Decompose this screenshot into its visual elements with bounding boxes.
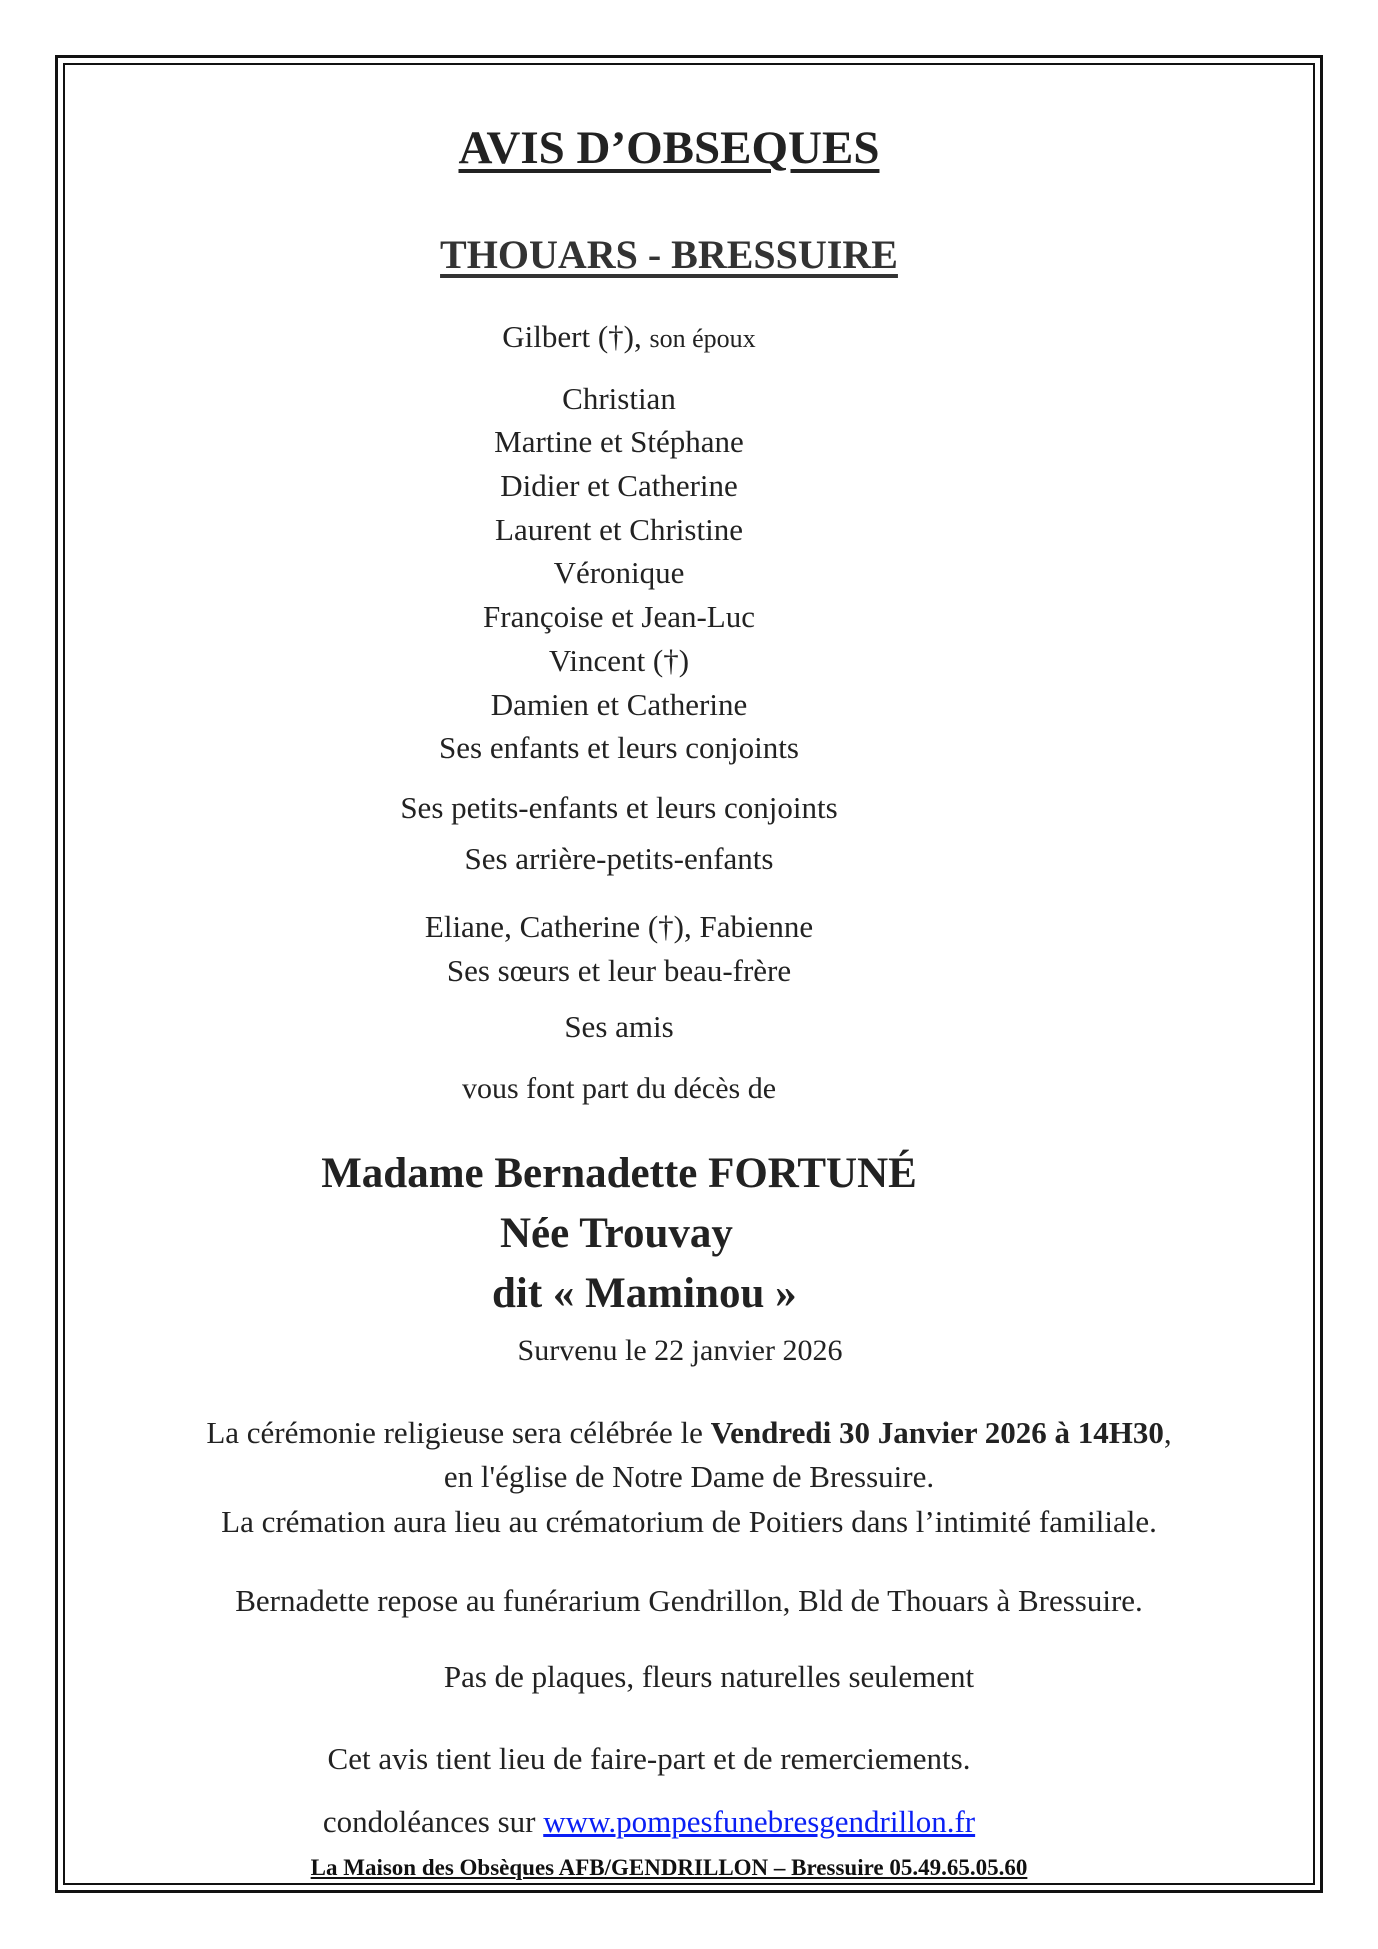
deceased-birth-name: Née Trouvay <box>500 1210 733 1257</box>
ceremony-datetime: Vendredi 30 Janvier 2026 à 14H30 <box>710 1415 1164 1450</box>
website-link[interactable]: www.pompesfunebresgendrillon.fr <box>543 1804 976 1839</box>
death-date: Survenu le 22 janvier 2026 <box>517 1334 843 1367</box>
spouse-relation: son époux <box>649 324 756 353</box>
child-1: Christian <box>562 381 676 416</box>
condolences-label: condoléances sur <box>322 1804 536 1839</box>
child-8: Damien et Catherine <box>490 687 748 722</box>
child-4: Laurent et Christine <box>495 512 743 547</box>
repose-line: Bernadette repose au funérarium Gendrillon, Bld de Thouars à Bressuire. <box>235 1583 1143 1618</box>
location-subtitle: THOUARS - BRESSUIRE <box>440 232 898 277</box>
deceased-nickname: dit « Maminou » <box>492 1270 797 1317</box>
ceremony-intro: La cérémonie religieuse sera célébrée le <box>206 1415 703 1450</box>
children-summary: Ses enfants et leurs conjoints <box>439 730 799 765</box>
cremation-line: La crémation aura lieu au crématorium de Poitiers dans l’intimité familiale. <box>221 1504 1157 1539</box>
siblings-names: Eliane, Catherine (†), Fabienne <box>424 909 814 944</box>
flowers-line: Pas de plaques, fleurs naturelles seulement <box>443 1659 975 1694</box>
notice-line: Cet avis tient lieu de faire-part et de remerciements. <box>327 1741 971 1776</box>
child-3: Didier et Catherine <box>500 468 738 503</box>
spouse-name: Gilbert (†), <box>502 319 642 354</box>
ceremony-comma: , <box>1163 1415 1172 1450</box>
child-2: Martine et Stéphane <box>494 424 744 459</box>
great-grandchildren-line: Ses arrière-petits-enfants <box>464 841 774 876</box>
child-5: Véronique <box>553 555 685 590</box>
siblings-line: Ses sœurs et leur beau-frère <box>446 953 792 988</box>
ceremony-line <box>70 1416 1308 1450</box>
child-7: Vincent (†) <box>548 643 690 678</box>
ceremony-place: en l'église de Notre Dame de Bressuire. <box>443 1459 935 1494</box>
page-title: AVIS D’OBSEQUES <box>458 122 880 174</box>
child-6: Françoise et Jean-Luc <box>483 599 755 634</box>
condolences-line <box>30 1805 1268 1839</box>
grandchildren-line: Ses petits-enfants et leurs conjoints <box>400 790 838 825</box>
announcement: vous font part du décès de <box>461 1072 777 1105</box>
deceased-name: Madame Bernadette FORTUNÉ <box>321 1150 917 1197</box>
footer-contact: La Maison des Obsèques AFB/GENDRILLON – Bressuire 05.49.65.05.60 <box>310 1855 1028 1880</box>
spouse-line <box>10 320 1248 354</box>
friends-line: Ses amis <box>564 1009 674 1044</box>
